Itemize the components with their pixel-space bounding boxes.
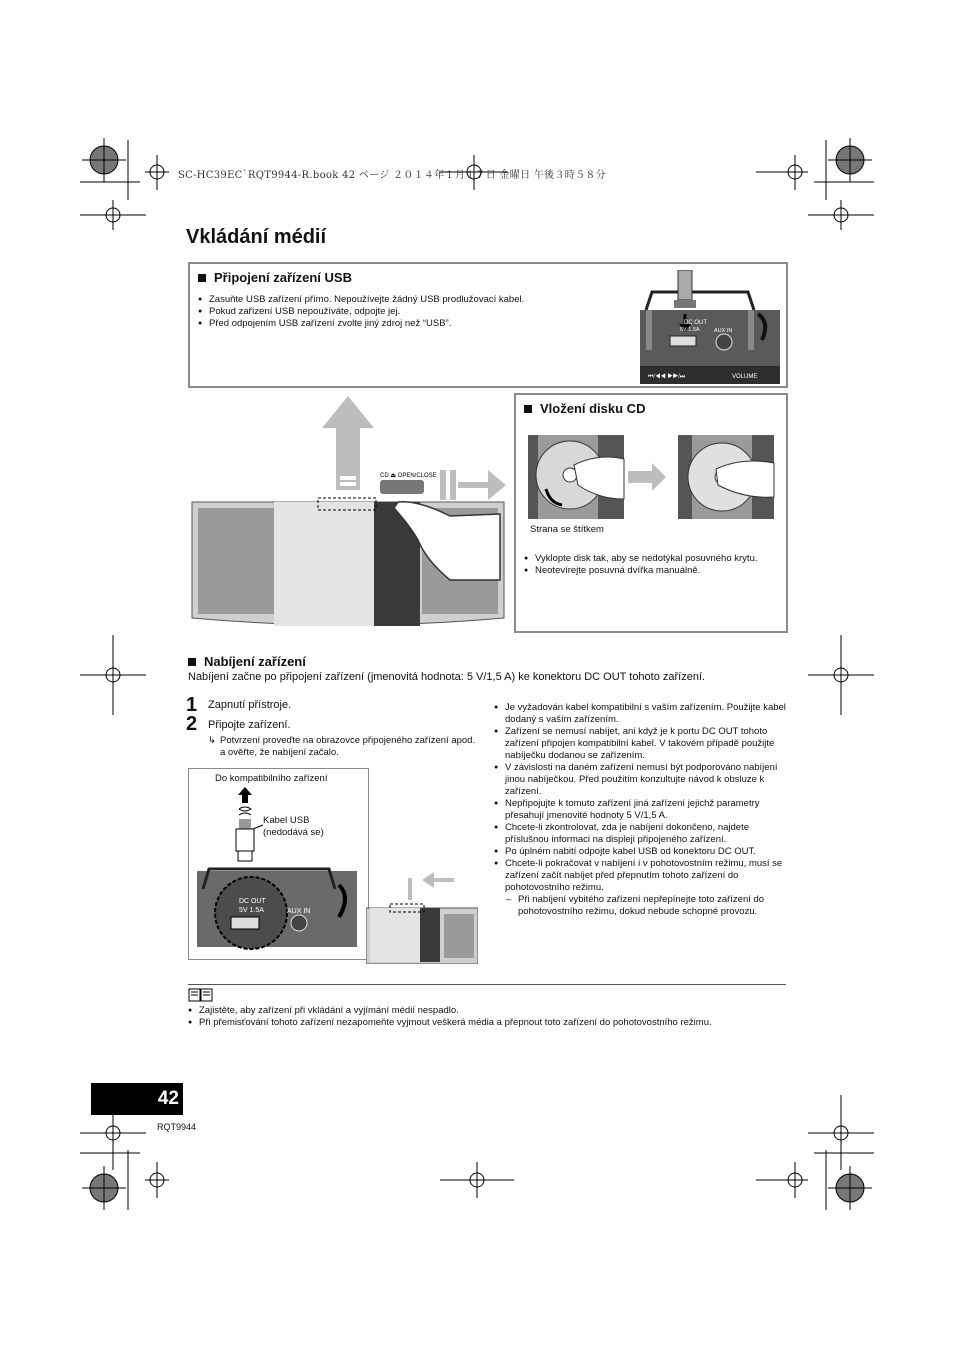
list-item: ● Zajistěte, aby zařízení při vkládání a vyjímání médií nespadlo.: [188, 1005, 788, 1017]
section-marker-icon: [524, 405, 532, 413]
usb-skip-label: ⏮/◀◀ ▶▶/⏭: [648, 374, 686, 380]
cd-section-title-text: Vložení disku CD: [540, 401, 646, 416]
list-item: ● Zasuňte USB zařízení přímo. Nepoužívejte žádný USB prodlužovací kabel.: [198, 294, 618, 306]
usb-volume-label: VOLUME: [732, 374, 758, 380]
charging-section-title-text: Nabíjení zařízení: [204, 654, 306, 669]
doc-code: RQT9944: [157, 1122, 197, 1132]
diagram-dc-out-label: DC OUT: [239, 898, 266, 905]
list-item: ● Chcete-li pokračovat v nabíjení i v pohotovostním režimu, musí se zařízení začít nabíjet před přepnutím tohoto zařízení do pohotovostního režimu.: [494, 858, 786, 894]
cable-label: Kabel USB (nedodává se): [263, 815, 324, 838]
list-item: ● Chcete-li zkontrolovat, zda je nabíjení dokončeno, najdete příslušnou informaci na displeji připojeného zařízení.: [494, 822, 786, 846]
list-item: ● Je vyžadován kabel kompatibilní s vaším zařízením. Použijte kabel dodaný s vaším zařízením.: [494, 702, 786, 726]
arrow-return-icon: ↳: [208, 735, 216, 746]
diagram-aux-in-label: AUX IN: [287, 908, 311, 915]
usb-port-illustration: [640, 270, 780, 384]
list-item: ● Vyklopte disk tak, aby se nedotýkal posuvného krytu.: [524, 553, 784, 565]
notes-bullets: [188, 1005, 788, 1029]
usb-aux-in-label: AUX IN: [714, 328, 733, 334]
list-item: ● Nepřipojujte k tomuto zařízení jiná zařízení jejichž parametry přesahují jmenovité hodnoty 5 V/1,5 A.: [494, 798, 786, 822]
print-header-line: SC-HC39EC`RQT9944-R.book 42 ページ ２０１４年１月１７日 金曜日 午後３時５８分: [178, 170, 606, 181]
step-number: 2: [186, 713, 198, 735]
list-item: ● Neotevírejte posuvná dvířka manuálně.: [524, 565, 784, 577]
list-item: ● Zařízení se nemusí nabíjet, ani když je k portu DC OUT tohoto zařízení připojen kompatibilní kabel. V takovém případě použijte nabíječku dodanou se zařízením.: [494, 726, 786, 762]
charging-section-title: [188, 654, 306, 669]
list-item: ● Pokud zařízení USB nepoužíváte, odpojte jej.: [198, 306, 618, 318]
book-icon: [188, 988, 214, 1002]
usb-section: [188, 262, 788, 388]
step2-note-text: Potvrzení proveďte na obrazovce připojeného zařízení apod. a ověřte, že nabíjení začalo.: [220, 735, 476, 758]
next-step-arrow-icon: [628, 463, 666, 491]
charging-bullets: [494, 702, 786, 894]
list-item: ● Před odpojením USB zařízení zvolte jiný zdroj než “USB”.: [198, 318, 618, 330]
usb-dc-out-label: DC OUT: [684, 320, 707, 326]
divider: [188, 984, 786, 985]
dash-marker: –: [506, 894, 512, 905]
diagram-rating-label: 5V 1.5A: [239, 907, 264, 914]
list-item: ● Po úplném nabití odpojte kabel USB od konektoru DC OUT.: [494, 846, 786, 858]
right-arrow-icon: [458, 470, 506, 500]
device-illustration: [188, 390, 513, 640]
list-item: ● Při přemisťování tohoto zařízení nezapomeňte vyjmout veškerá média a přepnout toto zařízení do pohotovostního režimu.: [188, 1017, 788, 1029]
step-text: Zapnutí přístroje.: [208, 699, 292, 711]
charging-sub-bullet: [506, 894, 788, 918]
charging-sub-bullet-text: Při nabíjení vybitého zařízení nepřepínejte toto zařízení do pohotovostního režimu, dokud nebude schopné provozu.: [518, 894, 765, 917]
label-side-caption: Strana se štítkem: [530, 524, 604, 535]
cd-insert-illustration: [528, 433, 778, 521]
charging-diagram: [188, 768, 369, 960]
section-marker-icon: [198, 274, 206, 282]
list-item: ● V závislosti na daném zařízení nemusí být podporováno nabíjení jinou nabíječkou. Před použitím konzultujte návod k obsluze k zařízení.: [494, 762, 786, 798]
page-number: 42: [91, 1083, 183, 1115]
step2-note: [208, 735, 478, 759]
usb-bullets: [198, 294, 618, 330]
charging-intro: Nabíjení začne po připojení zařízení (jmenovitá hodnota: 5 V/1,5 A) ke konektoru DC OUT tohoto zařízení.: [188, 671, 706, 683]
step-text: Připojte zařízení.: [208, 719, 291, 731]
left-arrow-icon: [422, 872, 454, 888]
mini-device-illustration: [366, 868, 478, 964]
step-number: 1: [186, 694, 198, 716]
up-arrow-icon: [322, 396, 374, 490]
usb-section-title-text: Připojení zařízení USB: [214, 270, 352, 285]
usb-rating-label: 5V 1.5A: [680, 327, 700, 333]
to-device-label: Do kompatibilního zařízení: [215, 773, 328, 784]
usb-cable-illustration: [189, 769, 367, 959]
usb-section-title: [198, 270, 352, 285]
cd-bullets: [524, 553, 784, 577]
open-close-label: CD ⏏ OPEN/CLOSE: [380, 473, 437, 479]
cd-section: [514, 393, 788, 633]
cd-section-title: [524, 401, 645, 416]
section-marker-icon: [188, 658, 196, 666]
page-title: Vkládání médií: [186, 226, 327, 248]
